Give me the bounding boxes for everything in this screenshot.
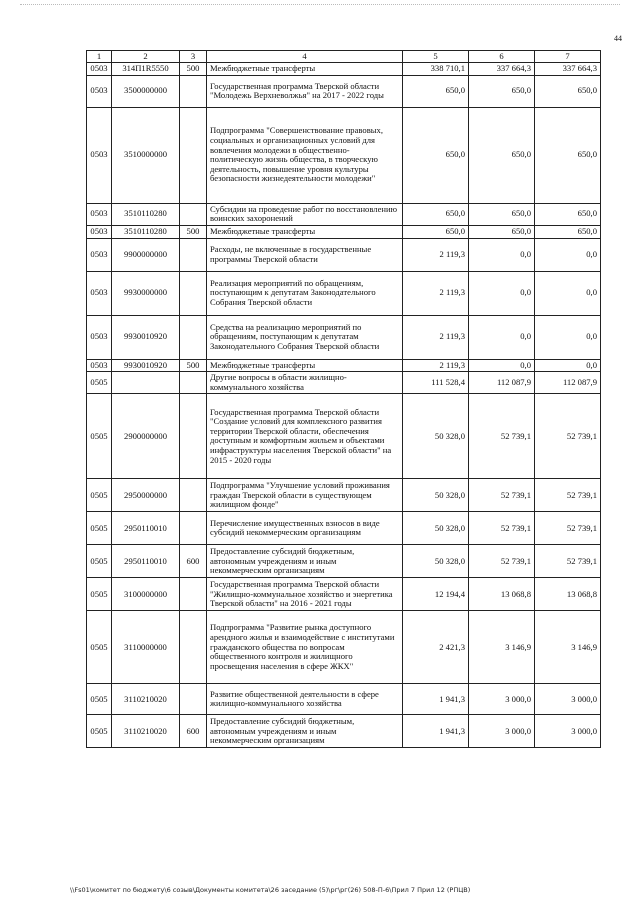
amount-year2-cell: 650,0: [469, 203, 535, 225]
target-article-cell: 314П1R5550: [112, 63, 180, 76]
amount-year3-cell: 13 068,8: [535, 578, 601, 611]
amount-year3-cell: 112 087,9: [535, 372, 601, 394]
item-name-cell: Подпрограмма "Совершенствование правовых, социальных и организационных условий для вовлечения молодежи в общественно-политическую жизнь общества, в творческую деятельность, повышение уровня культуры безопасности жизнедеятельности молодежи": [207, 107, 403, 203]
item-name-cell: Межбюджетные трансферты: [207, 63, 403, 76]
item-name-cell: Расходы, не включенные в государственные программы Тверской области: [207, 238, 403, 271]
expense-type-cell: [180, 611, 207, 684]
page-number: 44: [614, 34, 622, 43]
amount-year3-cell: 3 146,9: [535, 611, 601, 684]
target-article-cell: 2900000000: [112, 394, 180, 479]
target-article-cell: 9900000000: [112, 238, 180, 271]
header-col-5: 5: [403, 51, 469, 63]
section-code-cell: 0503: [87, 203, 112, 225]
expense-type-cell: 500: [180, 63, 207, 76]
target-article-cell: [112, 372, 180, 394]
target-article-cell: 3510110280: [112, 225, 180, 238]
amount-year2-cell: 3 000,0: [469, 684, 535, 715]
amount-year3-cell: 337 664,3: [535, 63, 601, 76]
amount-year3-cell: 52 739,1: [535, 479, 601, 512]
amount-year3-cell: 0,0: [535, 359, 601, 372]
expense-type-cell: [180, 75, 207, 107]
amount-year3-cell: 52 739,1: [535, 512, 601, 545]
item-name-cell: Подпрограмма "Развитие рынка доступного арендного жилья и взаимодействие с институтами гражданского общества по вопросам общественного контроля и жилищного просвещения населения в сфере ЖКХ": [207, 611, 403, 684]
header-col-7: 7: [535, 51, 601, 63]
table-row: [87, 271, 601, 315]
amount-year1-cell: 2 119,3: [403, 315, 469, 359]
item-name-cell: Развитие общественной деятельности в сфере жилищно-коммунального хозяйства: [207, 684, 403, 715]
target-article-cell: 2950000000: [112, 479, 180, 512]
amount-year1-cell: 12 194,4: [403, 578, 469, 611]
target-article-cell: 9930010920: [112, 359, 180, 372]
header-col-4: 4: [207, 51, 403, 63]
amount-year2-cell: 52 739,1: [469, 545, 535, 578]
section-code-cell: 0503: [87, 107, 112, 203]
amount-year1-cell: 2 119,3: [403, 359, 469, 372]
amount-year1-cell: 111 528,4: [403, 372, 469, 394]
table-row: [87, 545, 601, 578]
expense-type-cell: 500: [180, 225, 207, 238]
amount-year2-cell: 650,0: [469, 75, 535, 107]
target-article-cell: 2950110010: [112, 545, 180, 578]
item-name-cell: Государственная программа Тверской области "Создание условий для комплексного развития территории Тверской области, обеспечения доступным и комфортным жильем и объектами инфраструктуры населения Тверской области" на 2015 - 2020 годы: [207, 394, 403, 479]
header-col-6: 6: [469, 51, 535, 63]
target-article-cell: 9930010920: [112, 315, 180, 359]
table-row: [87, 578, 601, 611]
target-article-cell: 3510000000: [112, 107, 180, 203]
amount-year1-cell: 50 328,0: [403, 479, 469, 512]
section-code-cell: 0505: [87, 578, 112, 611]
table-row: [87, 315, 601, 359]
section-code-cell: 0505: [87, 512, 112, 545]
amount-year1-cell: 650,0: [403, 75, 469, 107]
table-row: [87, 359, 601, 372]
amount-year1-cell: 50 328,0: [403, 394, 469, 479]
amount-year3-cell: 650,0: [535, 75, 601, 107]
amount-year1-cell: 650,0: [403, 203, 469, 225]
amount-year2-cell: 0,0: [469, 271, 535, 315]
table-row: [87, 372, 601, 394]
amount-year1-cell: 650,0: [403, 107, 469, 203]
target-article-cell: 3110000000: [112, 611, 180, 684]
amount-year1-cell: 2 421,3: [403, 611, 469, 684]
target-article-cell: 3110210020: [112, 715, 180, 748]
scan-edge-noise: [20, 4, 620, 7]
amount-year2-cell: 0,0: [469, 238, 535, 271]
table-row: [87, 394, 601, 479]
section-code-cell: 0503: [87, 63, 112, 76]
amount-year1-cell: 338 710,1: [403, 63, 469, 76]
amount-year3-cell: 650,0: [535, 225, 601, 238]
target-article-cell: 3510110280: [112, 203, 180, 225]
amount-year2-cell: 112 087,9: [469, 372, 535, 394]
footer-file-path: \\Fs01\комитет по бюджету\6 созыв\Документы комитета\26 заседание (5)\рг\рг(26) 508-П-6\Прил 7 Прил 12 (РПЦВ): [70, 886, 471, 894]
header-col-1: 1: [87, 51, 112, 63]
table-row: [87, 611, 601, 684]
item-name-cell: Реализация мероприятий по обращениям, поступающим к депутатам Законодательного Собрания Тверской области: [207, 271, 403, 315]
amount-year3-cell: 52 739,1: [535, 394, 601, 479]
amount-year2-cell: 0,0: [469, 359, 535, 372]
amount-year2-cell: 337 664,3: [469, 63, 535, 76]
expense-type-cell: [180, 479, 207, 512]
amount-year3-cell: 3 000,0: [535, 684, 601, 715]
item-name-cell: Перечисление имущественных взносов в виде субсидий некоммерческим организациям: [207, 512, 403, 545]
table-row: [87, 512, 601, 545]
section-code-cell: 0505: [87, 545, 112, 578]
expense-type-cell: [180, 107, 207, 203]
item-name-cell: Государственная программа Тверской области "Жилищно-коммунальное хозяйство и энергетика Тверской области" на 2016 - 2021 годы: [207, 578, 403, 611]
amount-year3-cell: 650,0: [535, 203, 601, 225]
table-row: [87, 238, 601, 271]
table-row: [87, 75, 601, 107]
section-code-cell: 0503: [87, 315, 112, 359]
target-article-cell: 9930000000: [112, 271, 180, 315]
item-name-cell: Предоставление субсидий бюджетным, автономным учреждениям и иным некоммерческим организациям: [207, 715, 403, 748]
section-code-cell: 0503: [87, 75, 112, 107]
table-row: [87, 107, 601, 203]
amount-year2-cell: 52 739,1: [469, 479, 535, 512]
amount-year3-cell: 52 739,1: [535, 545, 601, 578]
expense-type-cell: [180, 271, 207, 315]
amount-year3-cell: 650,0: [535, 107, 601, 203]
expense-type-cell: [180, 203, 207, 225]
item-name-cell: Межбюджетные трансферты: [207, 359, 403, 372]
expense-type-cell: 600: [180, 715, 207, 748]
target-article-cell: 3110210020: [112, 684, 180, 715]
amount-year2-cell: 3 146,9: [469, 611, 535, 684]
amount-year2-cell: 52 739,1: [469, 512, 535, 545]
expense-type-cell: [180, 238, 207, 271]
section-code-cell: 0503: [87, 238, 112, 271]
amount-year2-cell: 3 000,0: [469, 715, 535, 748]
expense-type-cell: [180, 684, 207, 715]
item-name-cell: Другие вопросы в области жилищно-коммунального хозяйства: [207, 372, 403, 394]
amount-year1-cell: 650,0: [403, 225, 469, 238]
amount-year2-cell: 650,0: [469, 107, 535, 203]
amount-year3-cell: 0,0: [535, 238, 601, 271]
item-name-cell: Средства на реализацию мероприятий по обращениям, поступающим к депутатам Законодательного Собрания Тверской области: [207, 315, 403, 359]
amount-year1-cell: 1 941,3: [403, 715, 469, 748]
expense-type-cell: [180, 372, 207, 394]
amount-year1-cell: 2 119,3: [403, 238, 469, 271]
table-row: [87, 203, 601, 225]
expense-type-cell: [180, 512, 207, 545]
amount-year3-cell: 0,0: [535, 271, 601, 315]
table-row: [87, 715, 601, 748]
target-article-cell: 3100000000: [112, 578, 180, 611]
amount-year2-cell: 13 068,8: [469, 578, 535, 611]
section-code-cell: 0505: [87, 394, 112, 479]
amount-year1-cell: 50 328,0: [403, 545, 469, 578]
amount-year2-cell: 52 739,1: [469, 394, 535, 479]
section-code-cell: 0503: [87, 271, 112, 315]
expense-type-cell: 600: [180, 545, 207, 578]
budget-table: [86, 50, 601, 748]
header-col-2: 2: [112, 51, 180, 63]
table-row: [87, 225, 601, 238]
amount-year3-cell: 0,0: [535, 315, 601, 359]
section-code-cell: 0505: [87, 611, 112, 684]
section-code-cell: 0503: [87, 225, 112, 238]
amount-year2-cell: 650,0: [469, 225, 535, 238]
section-code-cell: 0503: [87, 359, 112, 372]
item-name-cell: Подпрограмма "Улучшение условий проживания граждан Тверской области в существующем жилищном фонде": [207, 479, 403, 512]
expense-type-cell: [180, 394, 207, 479]
table-row: [87, 479, 601, 512]
expense-type-cell: [180, 315, 207, 359]
header-row: [87, 51, 601, 63]
table-row: [87, 684, 601, 715]
item-name-cell: Предоставление субсидий бюджетным, автономным учреждениям и иным некоммерческим организациям: [207, 545, 403, 578]
amount-year1-cell: 2 119,3: [403, 271, 469, 315]
section-code-cell: 0505: [87, 684, 112, 715]
header-col-3: 3: [180, 51, 207, 63]
amount-year2-cell: 0,0: [469, 315, 535, 359]
target-article-cell: 3500000000: [112, 75, 180, 107]
amount-year3-cell: 3 000,0: [535, 715, 601, 748]
item-name-cell: Государственная программа Тверской области "Молодежь Верхневолжья" на 2017 - 2022 годы: [207, 75, 403, 107]
amount-year1-cell: 50 328,0: [403, 512, 469, 545]
table-row: [87, 63, 601, 76]
expense-type-cell: [180, 578, 207, 611]
item-name-cell: Межбюджетные трансферты: [207, 225, 403, 238]
amount-year1-cell: 1 941,3: [403, 684, 469, 715]
section-code-cell: 0505: [87, 715, 112, 748]
section-code-cell: 0505: [87, 372, 112, 394]
expense-type-cell: 500: [180, 359, 207, 372]
section-code-cell: 0505: [87, 479, 112, 512]
item-name-cell: Субсидии на проведение работ по восстановлению воинских захоронений: [207, 203, 403, 225]
target-article-cell: 2950110010: [112, 512, 180, 545]
table-body: [87, 63, 601, 748]
